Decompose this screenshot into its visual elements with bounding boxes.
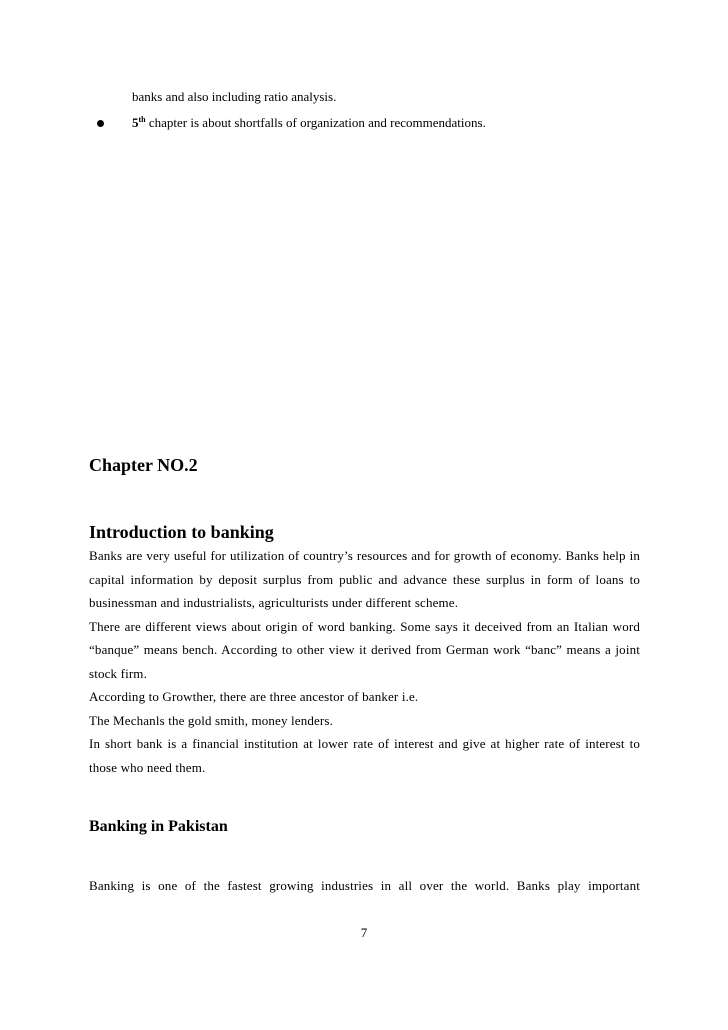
intro-paragraph-4: The Mechanls the gold smith, money lenders.	[89, 712, 334, 728]
intro-paragraph-1: Banks are very useful for utilization of country’s resources and for growth of economy. Banks help in capital information by deposit surplus from public and advance these surplus in form of loans to businessman and industrialists, agriculturists under different scheme.	[89, 548, 640, 610]
continuation-line: banks and also including ratio analysis.	[132, 89, 337, 104]
intro-paragraph-3: According to Growther, there are three ancestor of banker i.e.	[89, 689, 419, 704]
page-number: 7	[360, 925, 368, 940]
pakistan-section-body	[89, 874, 640, 898]
bullet-dot-icon	[97, 120, 104, 127]
bullet-ordinal-suffix: th	[138, 115, 146, 124]
pakistan-paragraph-1: Banking is one of the fastest growing industries in all over the world. Banks play important	[89, 878, 640, 893]
bullet-text	[132, 114, 486, 134]
chapter-heading: Chapter NO.2	[89, 455, 198, 475]
intro-section-body	[89, 544, 640, 779]
intro-section-heading: Introduction to banking	[89, 522, 274, 542]
bullet-chapter-number: 5	[132, 115, 139, 130]
intro-paragraph-2: There are different views about origin of word banking. Some says it deceived from an Italian word “banque” means bench. According to other view it derived from German work “banc” means a joint stock firm.	[89, 618, 640, 681]
pakistan-section-heading: Banking in Pakistan	[89, 818, 228, 835]
intro-paragraph-5: In short bank is a financial institution at lower rate of interest and give at higher rate of interest to those who need them.	[89, 736, 640, 775]
bullet-description: chapter is about shortfalls of organization and recommendations.	[145, 115, 486, 130]
